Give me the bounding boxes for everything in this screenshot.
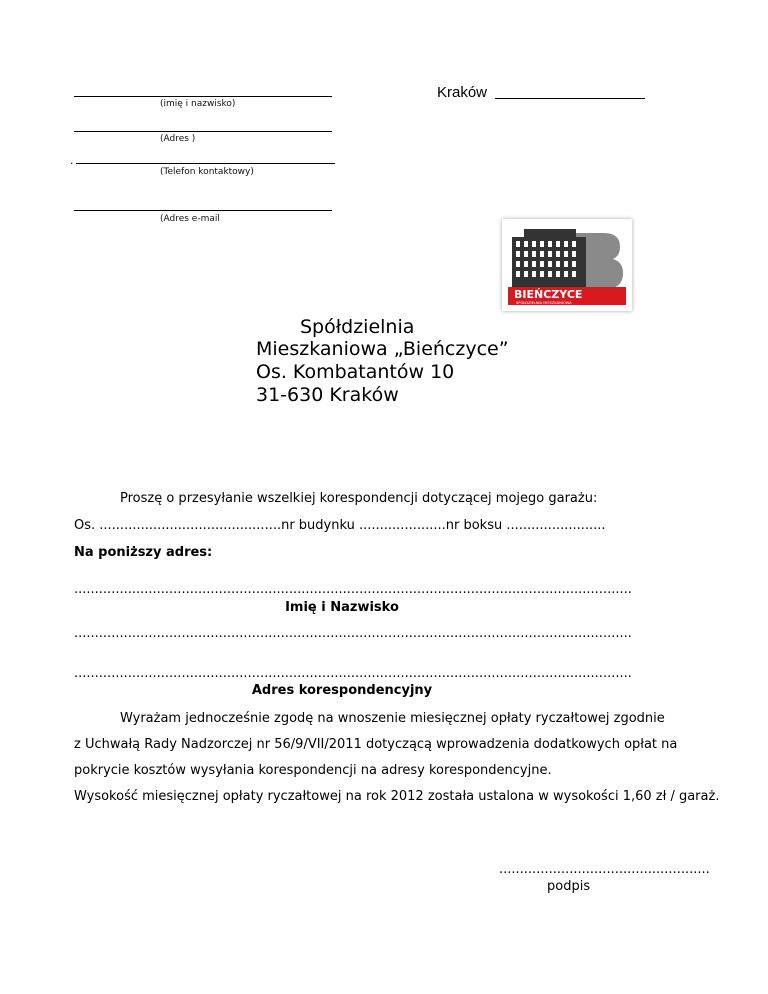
recipient-line-3: Os. Kombatantów 10 bbox=[256, 361, 455, 383]
correspondence-label: Adres korespondencyjny bbox=[251, 683, 433, 698]
city-label: Kraków bbox=[437, 84, 488, 101]
recipient-line-4: 31-630 Kraków bbox=[256, 384, 399, 406]
fee-line: Wysokość miesięcznej opłaty ryczałtowej na rok 2012 została ustalona w wysokości 1,60 zł / garaż. bbox=[74, 789, 720, 804]
name-line bbox=[74, 96, 332, 97]
request-text: Proszę o przesyłanie wszelkiej korespondencji dotyczącej mojego garażu: bbox=[120, 491, 598, 506]
estate-fields-line: Os. ............................................nr budynku .....................nr boksu ........................ bbox=[74, 518, 606, 533]
recipient-line-1: Spółdzielnia bbox=[300, 316, 415, 338]
signature-dots: ................................................... bbox=[499, 862, 710, 877]
consent-line-2: z Uchwałą Rady Nadzorczej nr 56/9/VII/2011 dotyczącą wprowadzenia dodatkowych opłat na bbox=[74, 737, 678, 752]
recipient-line-2: Mieszkaniowa „Bieńczyce” bbox=[256, 338, 509, 360]
phone-caption: (Telefon kontaktowy) bbox=[160, 167, 254, 177]
date-line bbox=[495, 98, 645, 99]
consent-line-3: pokrycie kosztów wysyłania korespondencji na adresy korespondencyjne. bbox=[74, 763, 552, 778]
signature-label: podpis bbox=[547, 879, 591, 894]
address-dots-line-2: ....................................................................................................................................... bbox=[74, 666, 632, 681]
phone-prefix: . bbox=[70, 153, 74, 167]
name-label: Imię i Nazwisko bbox=[285, 600, 399, 615]
address-caption: (Adres ) bbox=[160, 134, 196, 144]
address-dots-line-1: ....................................................................................................................................... bbox=[74, 626, 632, 641]
consent-line-1: Wyrażam jednocześnie zgodę na wnoszenie miesięcznej opłaty ryczałtowej zgodnie bbox=[120, 711, 665, 726]
address-heading: Na poniższy adres: bbox=[74, 545, 213, 560]
address-line bbox=[74, 131, 332, 132]
name-caption: (imię i nazwisko) bbox=[160, 99, 236, 109]
phone-line bbox=[76, 163, 335, 164]
svg-text:SPÓŁDZIELNIA MIESZKANIOWA: SPÓŁDZIELNIA MIESZKANIOWA bbox=[516, 301, 572, 305]
cooperative-logo bbox=[502, 219, 632, 311]
name-dots-line: ....................................................................................................................................... bbox=[74, 582, 632, 597]
email-caption: (Adres e-mail bbox=[160, 214, 220, 224]
email-line bbox=[74, 210, 332, 211]
logo-graphic bbox=[502, 219, 632, 311]
svg-text:BIEŃCZYCE: BIEŃCZYCE bbox=[514, 288, 583, 301]
